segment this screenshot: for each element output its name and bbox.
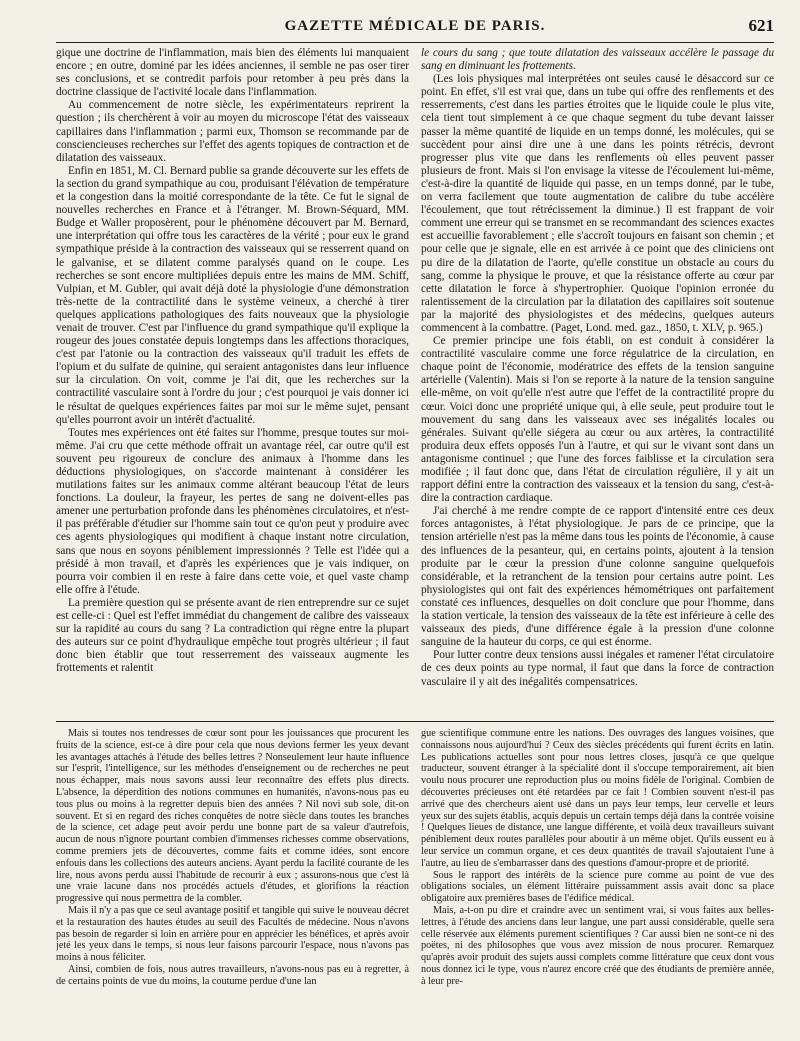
paragraph: La première question qui se présente avant de rien entreprendre sur ce sujet est celle-ci : Quel est l'effet immédiat du changement de calibre des vaisseaux sur la rapidité au cours du sang ? La contradiction qui règne entre la plupart des auteurs sur ce point d'hydraulique empêche tout progrès ultérieur ; il faut donc bien établir que tout resserrement des vaisseaux augmente les frottements et ralentit	[56, 596, 409, 675]
paragraph: J'ai cherché à me rendre compte de ce rapport d'intensité entre ces deux forces antagonistes, à l'état physiologique. Je pars de ce principe, que la tension artérielle n'est pas la même dans tous les points de l'économie, à cause des influences de la pesanteur, qui, en certains points, ajoutent à la tension produite par le cœur la pression d'une colonne sanguine quelquefois considérable, et la retranchent de la tension pour certains autre point. Les physiologistes qui ont fait des expériences hémométriques ont parfaitement constaté ces influences, desquelles on doit conclure que pour l'homme, dans la station verticale, la tension des vaisseaux de la tête est inférieure à celle des vaisseaux des pieds, d'une différence égale à la pression d'une colonne sanguine de la hauteur du corps, ce qui est énorme.	[421, 505, 774, 649]
paragraph: Mais si toutes nos tendresses de cœur sont pour les jouissances que procurent les fruits de la science, est-ce à dire pour cela que nous devions fermer les yeux devant les avantages attachés à l'étude des belles lettres ? Nonseulement leur haute influence sur l'esprit, l'intelligence, sur les méthodes d'enseignement ou de recherches ne peut nous échapper, mais nous savons aussi leur reconnaître des effets plus directs. L'absence, la déperdition des notions communes en humanités, n'avons-nous pas eu tous plus ou moins à la regretter depuis bien des années ? Nil novi sub sole, dit-on souvent. Et si en regard des riches conquêtes de notre siècle dans toutes les branches de la science, cet adage peut avoir perdu une bonne part de sa valeur d'autrefois, aucun de nous n'ignore pourtant combien d'immenses richesses comme observations, comme premiers jets de découvertes, comme faits et comme idées, sont encore enfouis dans les collections des auteurs anciens. Ayant perdu la facilité courante de les lire, nous avons perdu aussi l'habitude de recourir à eux ; assurons-nous que c'est là une vraie lacune dans nos procédés actuels d'études, et glorifions la réaction progressive qui nous permettra de la combler.	[56, 728, 409, 905]
paragraph: Mais, a-t-on pu dire et craindre avec un sentiment vrai, si vous faites aux belles-lettres, à l'étude des anciens dans leur langue, une part aussi considérable, quelle sera celle réservée aux éléments purement scientifiques ? Car aussi bien ne sont-ce ni des poëtes, ni des philosophes que vous avez mission de nous procurer. Remarquez qu'après avoir produit des sujets aussi complets comme littérature que ceux dont vous nous donnez ici le type, vous n'aurez encore créé que des étudiants de première année, à leur pre-	[421, 904, 774, 987]
paragraph: Au commencement de notre siècle, les expérimentateurs reprirent la question ; ils cherchèrent à voir au moyen du microscope l'état des vaisseaux capillaires dans l'inflammation ; parmi eux, Thomson se recommande par de consciencieuses recherches sur l'effet des agents topiques de contraction et de dilatation des vaisseaux.	[56, 99, 409, 164]
left-column	[56, 47, 409, 717]
paragraph: Ainsi, combien de fois, nous autres travailleurs, n'avons-nous pas eu à regretter, à de certains points de vue du moins, la coutume perdue d'une lan	[56, 963, 409, 987]
paragraph: gique une doctrine de l'inflammation, mais bien des éléments lui manquaient encore ; en outre, dominé par les idées anciennes, il semble ne pas oser tirer ses conclusions, et se contredit parfois pour retomber à peu près dans la doctrine classique de l'activité locale dans l'inflammation.	[56, 47, 409, 99]
journal-title: GAZETTE MÉDICALE DE PARIS.	[284, 18, 546, 34]
paragraph: (Les lois physiques mal interprétées ont seules causé le désaccord sur ce point. En effet, s'il est vrai que, dans un tube qui offre des renflements et des resserrements, c'est dans les parties étroites que le liquide coule le plus vite, cela tient tout simplement à ce que chaque segment du tube devant laisser passer la même quantité de liquide en un temps donné, les molécules, qui se succèdent pour ainsi dire une à une dans les points rétrécis, devront progresser plus vite que dans les renflements où elles peuvent passer plusieurs de front. Mais si l'on envisage la vitesse de l'écoulement lui-même, c'est-à-dire la quantité de liquide qui passe, en un temps donné, par le tube, on verra facilement que toute augmentation de calibre du tube accélère l'écoulement, que tout rétrécissement la diminue.) Il est frappant de voir comment une erreur qui se transmet en se recommandant des sciences exactes est accueillie favorablement ; elle s'accroît toujours en faisant son chemin ; et pour celle que je signale, elle en est arrivée à ce point que des cliniciens ont pu dire de la dilatation de l'aorte, qu'elle constitue un obstacle au cours du sang, comme la physique le prouve, et que la résistance offerte au cœur par cette dilatation le force à s'hypertrophier. Quoique l'opinion erronée du ralentissement de la circulation par la dilatation des capillaires soit soutenue par la majorité des physiologistes et des médecins, quelques auteurs commencent à la combattre. (Paget, Lond. med. gaz., 1850, t. XLV, p. 965.)	[421, 73, 774, 334]
paragraph: Mais il n'y a pas que ce seul avantage positif et tangible qui suive le nouveau décret et la restauration des hautes études au seuil des Facultés de médecine. Nous n'avons pas besoin de regarder si loin en arrière pour en apprécier les bénéfices, et après avoir jeté les yeux dans le temps, si nous leur faisons parcourir l'espace, nous n'avons pas moins à nous féliciter.	[56, 904, 409, 964]
paragraph: le cours du sang ; que toute dilatation des vaisseaux accélère le passage du sang en diminuant les frottements.	[421, 47, 774, 73]
paragraph: Sous le rapport des intérêts de la science pure comme au point de vue des obligations sociales, un élément littéraire puissamment assis avait donc sa place obligatoire aux premières bases de l'édifice médical.	[421, 869, 774, 905]
section-divider	[56, 721, 774, 722]
page-header	[56, 14, 774, 43]
paragraph: Ce premier principe une fois établi, on est conduit à considérer la contractilité vasculaire comme une force régulatrice de la circulation, en chaque point de l'économie, modératrice des effets de la tension sanguine artérielle (Valentin). Mais si l'on se reporte à la nature de la tension sanguine elle-même, on voit qu'elle n'est autre que l'effet de la contractilité propre du cœur. Voici donc une propriété unique qui, à elle seule, peut produire tout le mouvement du sang dans les vaisseaux avec ses inégalités locales ou générales. Suivant qu'elle siégera au cœur ou aux artères, la contractilité produira deux effets opposés l'un à l'autre, et qui sur le vivant sont dans un antagonisme continuel ; que l'une des forces faiblisse et la circulation sera modifiée ; il faut donc que, dans l'état de circulation régulière, il y ait un rapport défini entre la contraction des vaisseaux et la tension du sang, c'est-à-dire la contraction cardiaque.	[421, 335, 774, 505]
right-column	[421, 47, 774, 717]
paragraph: gue scientifique commune entre les nations. Des ouvrages des langues voisines, que connaissons nous aujourd'hui ? Ceux des siècles précédents qui furent écrits en latin. Les publications actuelles sont pour nous lettres closes, jusqu'à ce que quelque traducteur, souvent étranger à la spécialité dont il s'occupe temporairement, ait bien voulu nous procurer une reproduction plus ou moins fidèle de l'original. Combien de découvertes précieuses ont été retardées par ce fait ! Combien souvent n'est-il pas arrivé que des chercheurs aient usé dans un pays leur temps, leur cervelle et leurs yeux sur des sujets établis, acquis depuis un certain temps déjà dans la contrée voisine ! Quelques lieues de distance, une langue différente, et voilà deux travailleurs suivant péniblement deux routes parallèles pour aboutir à un même objet. Qu'ils eussent eu à leur service un commun organe, et ces deux quantités de travail s'ajoutaient l'une à l'autre, au lieu de s'embarrasser dans des questions d'amour-propre et de priorité.	[421, 728, 774, 869]
feuilleton-section	[56, 728, 774, 1028]
paragraph: Enfin en 1851, M. Cl. Bernard publie sa grande découverte sur les effets de la section du grand sympathique au cou, produisant l'élévation de température et la congestion dans la moitié correspondante de la tête. Ce fut le signal de nouvelles recherches en France et à l'étranger. M. Brown-Séquard, MM. Budge et Waller proposèrent, pour le phénomène découvert par M. Bernard, une interprétation qui offre tous les caractères de la vérité ; pour eux le grand sympathique préside à la contraction des vaisseaux qui se resserrent quand on le galvanise, et se dilatent comme paralysés quand on le coupe. Les recherches se sont encore multipliées depuis entre les mains de MM. Schiff, Vulpian, et M. Gubler, qui avait déjà doté la physiologie d'une démonstration très-nette de la contractilité dans le système veineux, a cherché à tirer quelques applications pathologiques des faits nouveaux que la physiologie venait de trouver. C'est par l'influence du grand sympathique qu'il explique la rougeur des joues constatée depuis longtemps dans les affections thoraciques, c'est par l'atonie ou la contraction des vaisseaux qu'il traduit les effets de l'opium et du sulfate de quinine, qui seraient antagonistes dans leur influence sur la circulation. On voit, comme je l'ai dit, que les recherches sur la contractilité vasculaire sont à l'ordre du jour ; c'est pourquoi je vais donner ici le résultat de quelques expériences faites par moi sur le même sujet, pensant qu'elles pourront avoir un intérêt d'actualité.	[56, 164, 409, 426]
paragraph: Pour lutter contre deux tensions aussi inégales et ramener l'état circulatoire de ces deux points au type normal, il faut que dans la force de contraction vasculaire il y ait des inégalités compensatrices.	[421, 649, 774, 688]
article-section	[56, 43, 774, 717]
bottom-left-column	[56, 728, 409, 1028]
bottom-right-column	[421, 728, 774, 1028]
paragraph: Toutes mes expériences ont été faites sur l'homme, presque toutes sur moi-même. J'ai cru que cette méthode offrait un avantage réel, car outre qu'il est souvent peu rigoureux de conclure des animaux à l'homme dans les déductions physiologiques, on s'accorde maintenant à considérer les mutilations faites sur les animaux comme altérant beaucoup l'état de leurs fonctions. La douleur, la frayeur, les pertes de sang ne doivent-elles pas amener une perturbation profonde dans les phénomènes circulatoires, et n'est-il pas préférable d'étudier sur l'homme sain tout ce qu'on peut y produire avec ces agents physiologiques qui modifient à chaque instant notre circulation, sans que nous en soyons péniblement impressionnés ? Telle est l'idée qui a présidé à mon travail, et d'après les expériences que je vais indiquer, on pourra voir combien il en reste à faire dans cette voie, et quel vaste champ elle offre à l'étude.	[56, 426, 409, 596]
page-number: 621	[748, 16, 774, 35]
